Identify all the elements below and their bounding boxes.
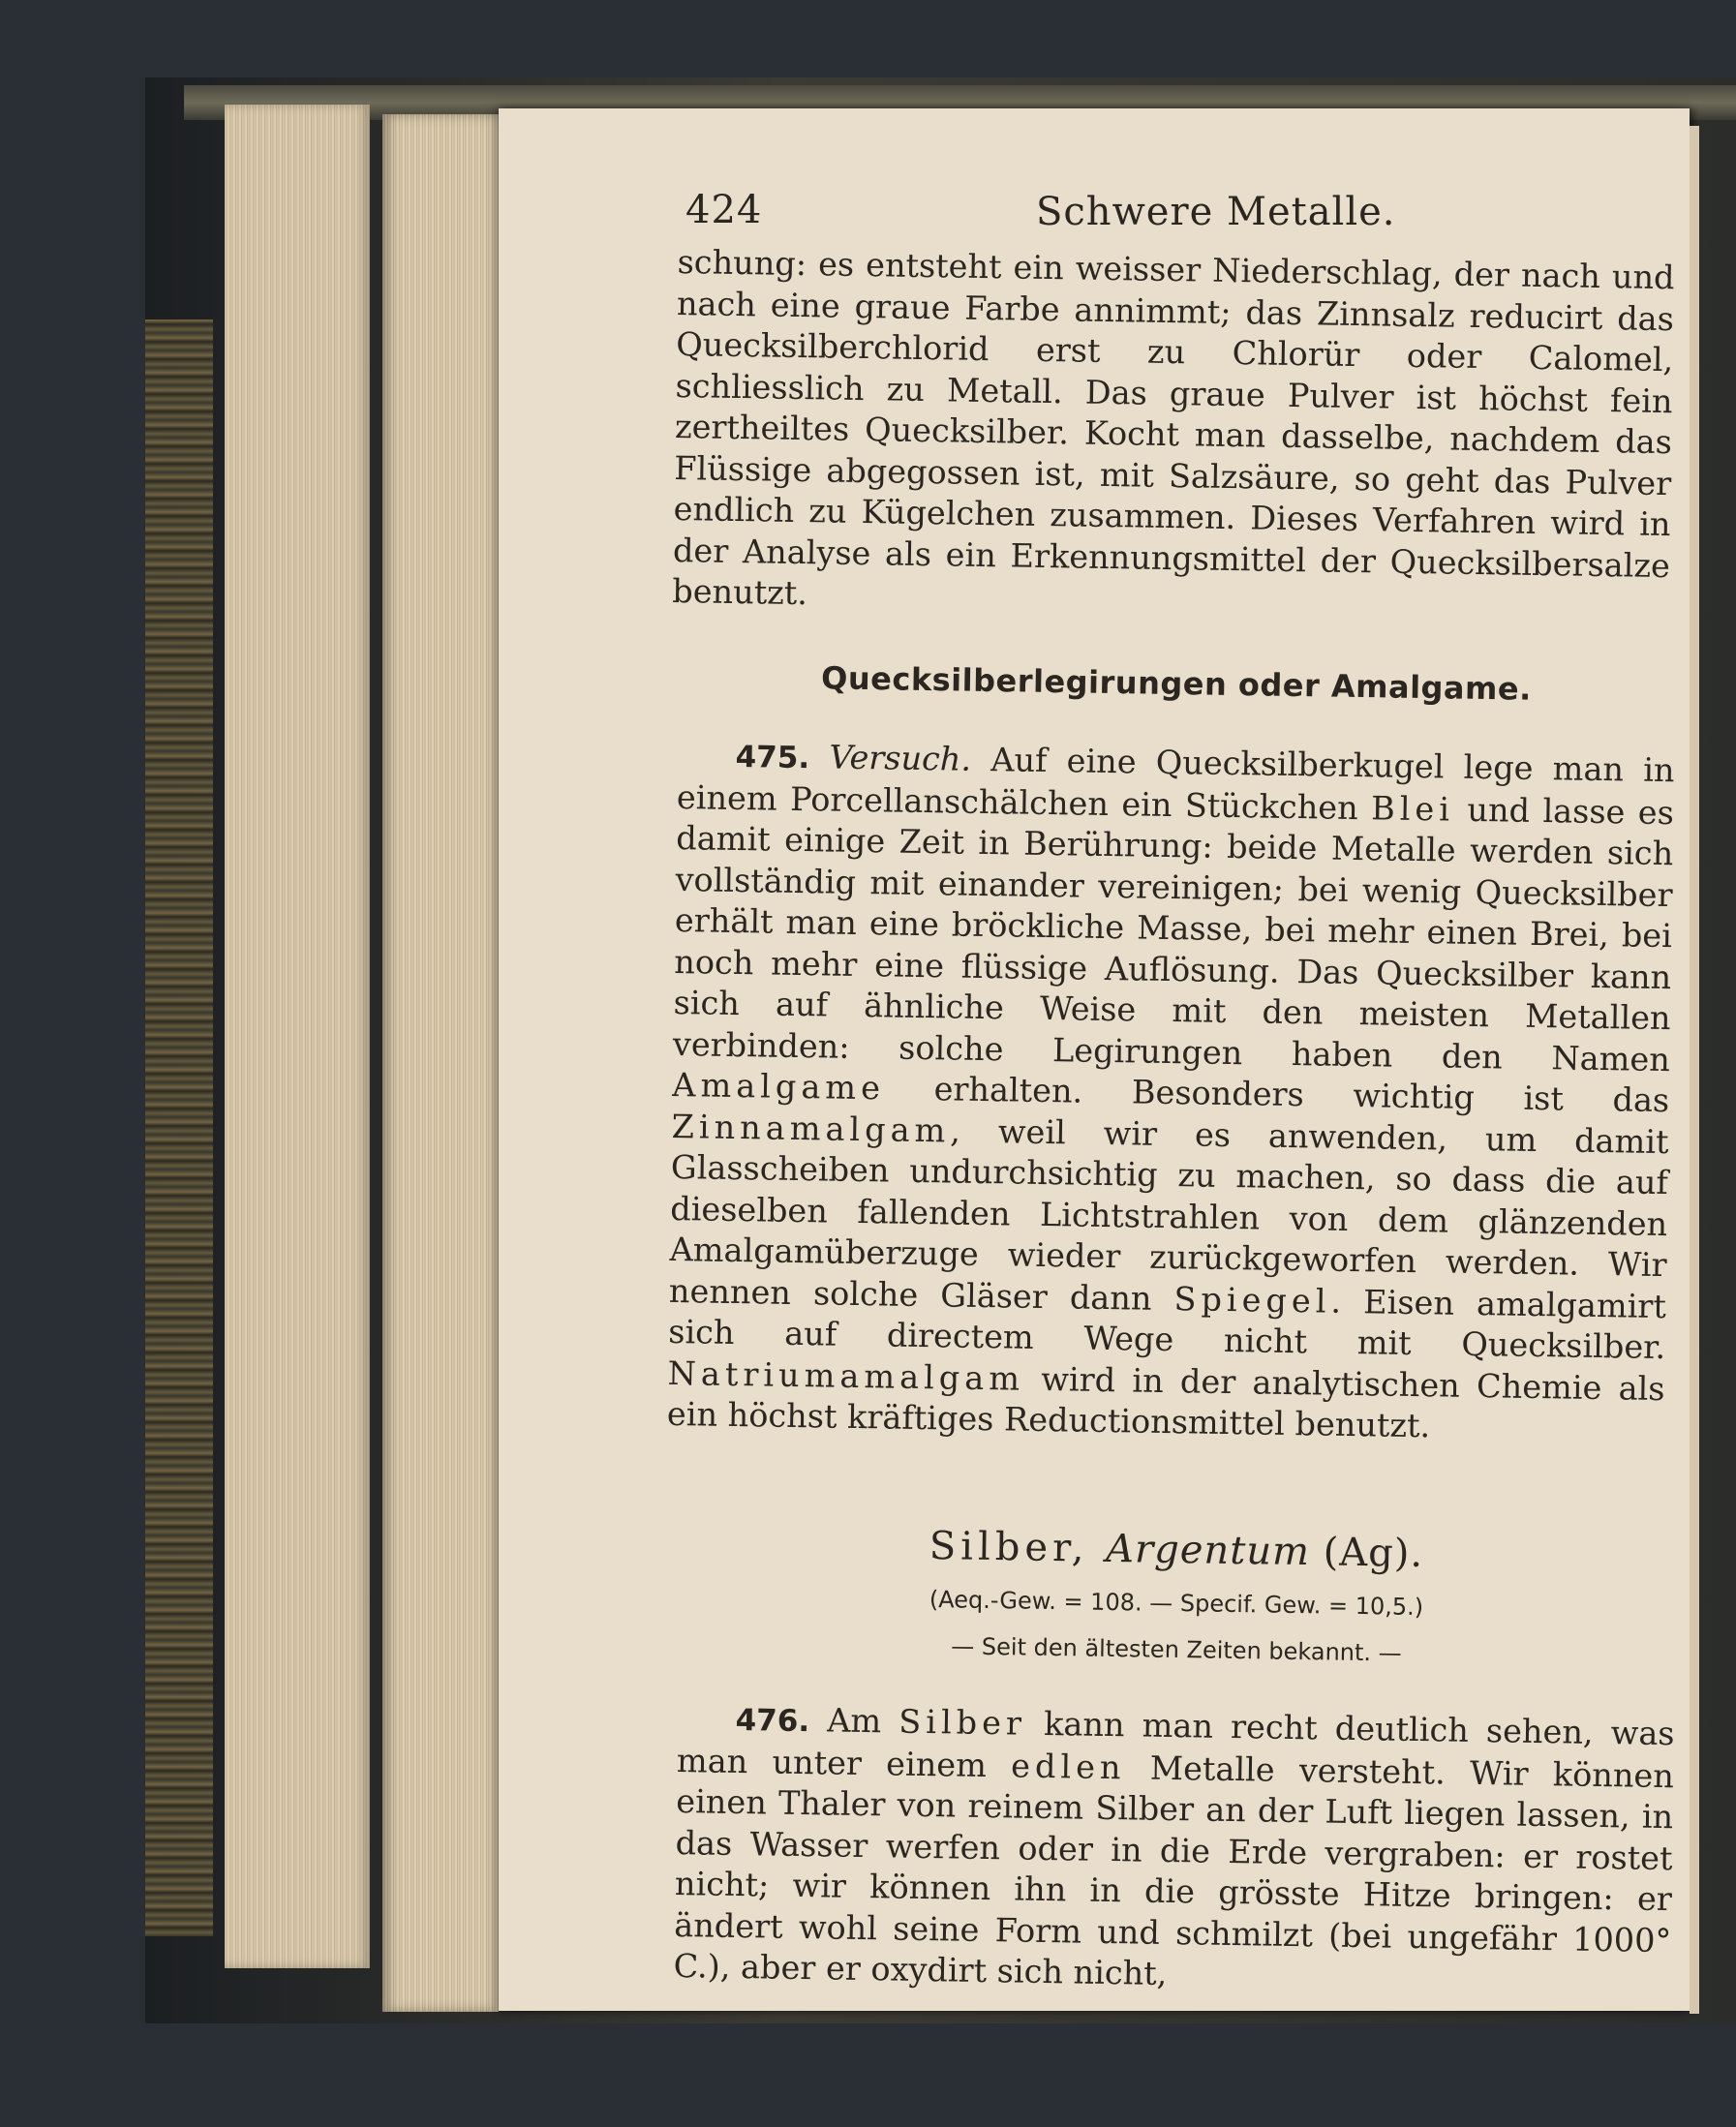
page-edge-right bbox=[1690, 126, 1699, 2014]
versuch-label: Versuch. bbox=[829, 737, 972, 778]
paragraph-476 bbox=[673, 1698, 1675, 2003]
known-since-line: — Seit den ältesten Zeiten bekannt. — bbox=[951, 1632, 1402, 1667]
page-number: 424 bbox=[685, 188, 763, 232]
page-block-left bbox=[225, 105, 370, 1968]
text-segment: wird in der analytischen Chemie als ein höchst kräftiges Reductionsmittel benutzt. bbox=[666, 1358, 1665, 1444]
paragraph-number-475: 475. bbox=[735, 739, 810, 775]
paragraph-475 bbox=[667, 735, 1675, 1451]
emphasis-blei: Blei bbox=[1370, 788, 1455, 828]
emphasis-spiegel: Spiegel bbox=[1173, 1279, 1331, 1320]
book-spine-binding bbox=[145, 319, 213, 1936]
element-title-silber bbox=[678, 1520, 1676, 1580]
text-segment: . Eisen amalgamirt sich auf directem Wege nicht mit Quecksilber. bbox=[668, 1281, 1667, 1366]
text-segment: , weil wir es anwenden, um damit Glasscheiben undurchsichtig zu machen, so dass die auf dieselben fallenden Lichtstrahlen von dem glänzenden Amalgamüberzuge wieder zurückgeworfen werden. Wir nennen solche Gläser dann bbox=[668, 1110, 1669, 1318]
emphasis-zinnamalgam: Zinnamalgam bbox=[671, 1106, 951, 1149]
emphasis-silber: Silber bbox=[898, 1702, 1027, 1743]
text-segment: Am bbox=[808, 1701, 899, 1741]
emphasis-natriumamalgam: Natriumamalgam bbox=[667, 1352, 1025, 1397]
text-segment: Auf eine Quecksilberkugel lege man in einem Porcellanschälchen ein Stückchen bbox=[676, 740, 1675, 827]
text-segment: und lasse es damit einige Zeit in Berührung: beide Metalle werden sich vollständig mit einander vereinigen; bei wenig Quecksilber erhält man eine bröckliche Masse, bei mehr einen Brei, bei noch mehr eine flüssige Auflösung. Das Quecksilber kann sich auf ähnliche Weise mit den meisten Metallen verbinden: solche Legirungen haben den Namen bbox=[672, 789, 1675, 1079]
text-segment: erhalten. Besonders wichtig ist das bbox=[884, 1068, 1670, 1119]
section-heading-amalgame: Quecksilberlegirungen oder Amalgame. bbox=[820, 658, 1533, 708]
text-segment: Metalle versteht. Wir können einen Thaler von reinem Silber an der Luft liegen lassen, in das Wasser werfen oder in die Erde vergraben: er rostet nicht; wir können ihn in die grösste Hitze bringen: er ändert wohl seine Form und schmilzt (bei ungefähr 1000° C.), aber er oxydirt sich nicht, bbox=[673, 1747, 1675, 1992]
title-argentum: Argentum bbox=[1105, 1526, 1311, 1575]
running-title: Schwere Metalle. bbox=[1036, 190, 1396, 234]
page-content bbox=[666, 174, 1675, 1992]
title-silber: Silber, bbox=[929, 1523, 1107, 1571]
page-block-middle bbox=[382, 114, 499, 2012]
intro-paragraph: schung: es entsteht ein weisser Niederschlag, der nach und nach eine graue Farbe annimmt; das Zinnsalz reducirt das Quecksilberchlorid erst zu Chlorür oder Calomel, schliesslich zu Metall. Das graue Pulver ist höchst fein zertheiltes Quecksilber. Kocht man dasselbe, nachdem das Flüssige abgegossen ist, mit Salzsäure, so geht das Pulver endlich zu Kügelchen zusammen. Dieses Verfahren wird in der Analyse als ein Erkennungsmittel der Quecksilbersalze benutzt. bbox=[672, 242, 1675, 613]
emphasis-edlen: edlen bbox=[1010, 1746, 1126, 1786]
emphasis-amalgame: Amalgame bbox=[672, 1065, 886, 1107]
title-symbol: (Ag). bbox=[1309, 1530, 1424, 1577]
page-header bbox=[678, 174, 1675, 242]
text-segment: kann man recht deutlich sehen, was man unter einem bbox=[676, 1704, 1675, 1784]
paragraph-number-476: 476. bbox=[735, 1702, 810, 1740]
equivalent-weights: (Aeq.-Gew. = 108. — Specif. Gew. = 10,5.) bbox=[929, 1585, 1424, 1622]
